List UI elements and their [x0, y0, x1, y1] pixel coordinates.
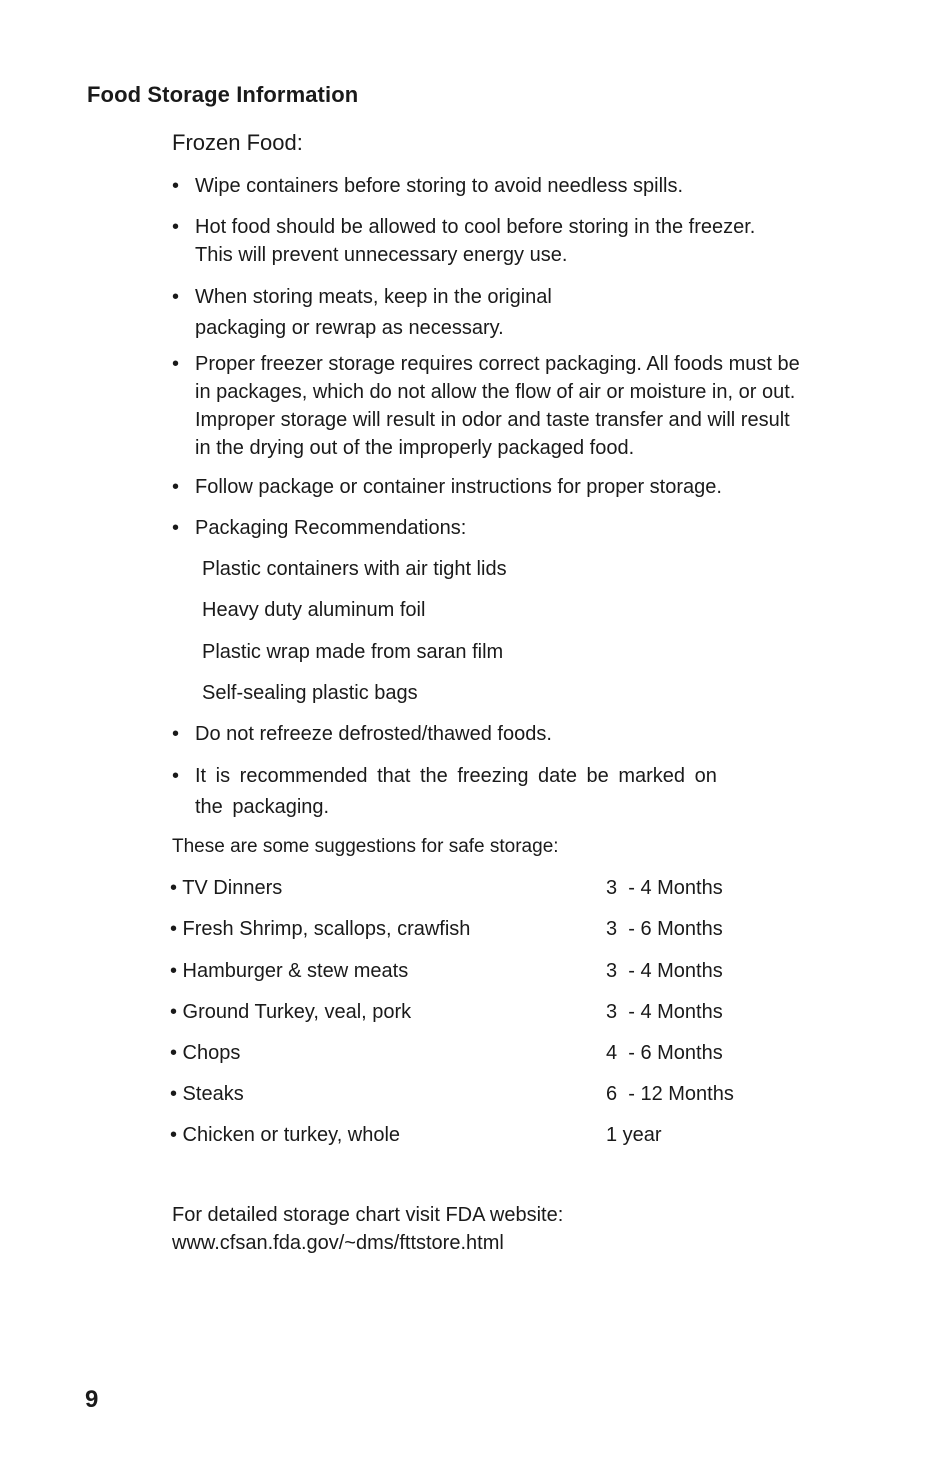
storage-intro: These are some suggestions for safe storage: [172, 836, 559, 857]
bullet-text: When storing meats, keep in the original packaging or rewrap as necessary. [195, 286, 552, 339]
storage-duration: 3 - 6 Months [606, 918, 723, 940]
packaging-item: Heavy duty aluminum foil [202, 599, 426, 621]
fda-note [172, 1201, 563, 1257]
bullet-text: Packaging Recommendations: [195, 517, 467, 539]
bullet-glyph: • [172, 353, 180, 375]
storage-duration: 6 - 12 Months [606, 1083, 734, 1105]
bullet-text: It is recommended that the freezing date be marked on the packaging. [195, 765, 717, 818]
storage-item: • Fresh Shrimp, scallops, crawfish [170, 918, 471, 940]
packaging-item: Plastic wrap made from saran film [202, 641, 504, 663]
bullet-item [172, 720, 862, 748]
bullet-glyph: • [172, 286, 180, 308]
storage-item: • Chicken or turkey, whole [170, 1124, 401, 1146]
bullet-item [172, 473, 862, 501]
storage-duration: 3 - 4 Months [606, 1001, 723, 1023]
bullet-glyph: • [172, 476, 180, 498]
bullet-glyph: • [172, 723, 180, 745]
storage-item: • Steaks [170, 1083, 244, 1105]
section-heading: Food Storage Information [87, 82, 359, 107]
storage-item: • Ground Turkey, veal, pork [170, 1001, 412, 1023]
bullet-text: Follow package or container instructions for proper storage. [195, 476, 722, 498]
fda-url: www.cfsan.fda.gov/~dms/fttstore.html [172, 1232, 504, 1254]
storage-item: • TV Dinners [170, 877, 283, 899]
storage-duration: 3 - 4 Months [606, 960, 723, 982]
bullet-item [172, 761, 772, 823]
fda-note-text: For detailed storage chart visit FDA website: [172, 1204, 564, 1226]
storage-duration: 1 year [606, 1124, 662, 1146]
frozen-food-subheading: Frozen Food: [172, 130, 303, 155]
packaging-item: Plastic containers with air tight lids [202, 558, 507, 580]
bullet-item [172, 213, 862, 269]
bullet-glyph: • [172, 175, 180, 197]
bullet-glyph: • [172, 216, 180, 238]
storage-duration: 4 - 6 Months [606, 1042, 723, 1064]
bullet-item [172, 350, 862, 462]
bullet-glyph: • [172, 517, 180, 539]
bullet-text: Hot food should be allowed to cool before storing in the freezer. This will prevent unnecessary energy use. [195, 216, 756, 266]
page-number: 9 [85, 1386, 99, 1413]
storage-duration: 3 - 4 Months [606, 877, 723, 899]
bullet-glyph: • [172, 765, 180, 787]
bullet-text: Proper freezer storage requires correct packaging. All foods must be in packages, which do not allow the flow of air or moisture in, or out. Improper storage will result in odor and taste transfer and will result in the drying out of the improperly packaged food. [195, 353, 800, 459]
bullet-item [172, 282, 862, 344]
bullet-item [172, 514, 862, 542]
storage-item: • Hamburger & stew meats [170, 960, 409, 982]
bullet-text: Do not refreeze defrosted/thawed foods. [195, 723, 552, 745]
storage-item: • Chops [170, 1042, 241, 1064]
bullet-text: Wipe containers before storing to avoid needless spills. [195, 175, 684, 197]
packaging-item: Self-sealing plastic bags [202, 682, 418, 704]
bullet-item [172, 172, 862, 200]
